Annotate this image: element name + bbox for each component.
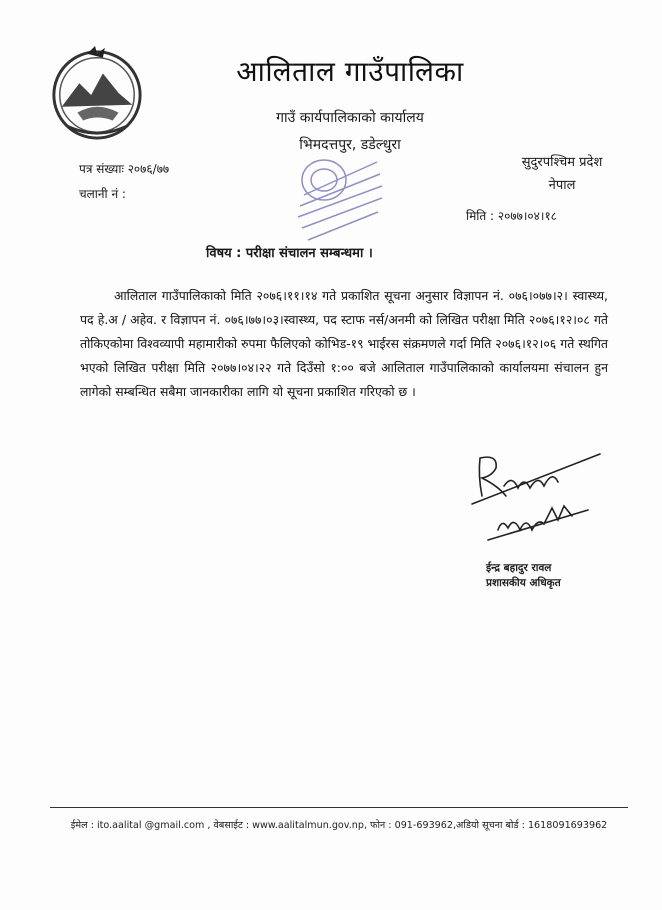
province-name: सुदुरपश्चिम प्रदेश xyxy=(521,155,603,170)
signatory-name: ईन्द्र बहादुर रावल xyxy=(486,562,552,574)
municipality-title: आलिताल गाउँपालिका xyxy=(236,55,464,88)
subject-line: विषय : परीक्षा संचालन सम्बन्धमा । xyxy=(206,246,373,261)
office-name: गाउँ कार्यपालिकाको कार्यालय xyxy=(276,110,424,126)
dispatch-number: चलानी नं : xyxy=(79,187,126,201)
office-stamp xyxy=(282,150,392,250)
footer-divider xyxy=(50,807,628,808)
office-address: भिमदत्तपुर, डडेल्धुरा xyxy=(299,137,401,153)
notice-body xyxy=(80,284,608,404)
notice-body-text: आलिताल गाउँपालिकाको मिति २०७६।११।१४ गते प्रकाशित सूचना अनुसार विज्ञापन नं. ०७६।०७७।२। स्वास्थ्य, पद हे.अ / अहेव. र विज्ञापन नं. ०७६।७७।०३।स्वास्थ्य, पद स्टाफ नर्स/अनमी को लिखित परीक्षा मिति २०७६।१२।०८ गते तोकिएकोमा विश्वव्यापी महामारीको रुपमा फैलिएको कोभिड-१९ भाईरस संक्रमणले गर्दा मिति २०७६।१२।०६ गते स्थगित भएको लिखित परीक्षा मिति २०७७।०४।२२ गते दिउँसो १:०० बजे आलिताल गाउँपालिकाको कार्यालयमा संचालन हुन लागेको सम्बन्धित सबैमा जानकारीका लागि यो सूचना प्रकाशित गरिएको छ । xyxy=(80,288,608,399)
footer-contact: ईमेल : ito.aalital @gmail.com , वेबसाईट : www.aalitalmun.gov.np, फोन : 091-693962,अडियो सूचना बोर्ड : 1618091693962 xyxy=(70,820,608,831)
handwritten-signature xyxy=(468,446,608,556)
reference-number: पत्र संख्याः २०७६/७७ xyxy=(79,162,170,176)
signatory-position: प्रशासकीय अधिकृत xyxy=(486,577,561,589)
letter-date: मिति : २०७७।०४।१८ xyxy=(466,209,557,223)
country-name: नेपाल xyxy=(548,178,576,193)
nepal-emblem-logo xyxy=(48,44,146,142)
